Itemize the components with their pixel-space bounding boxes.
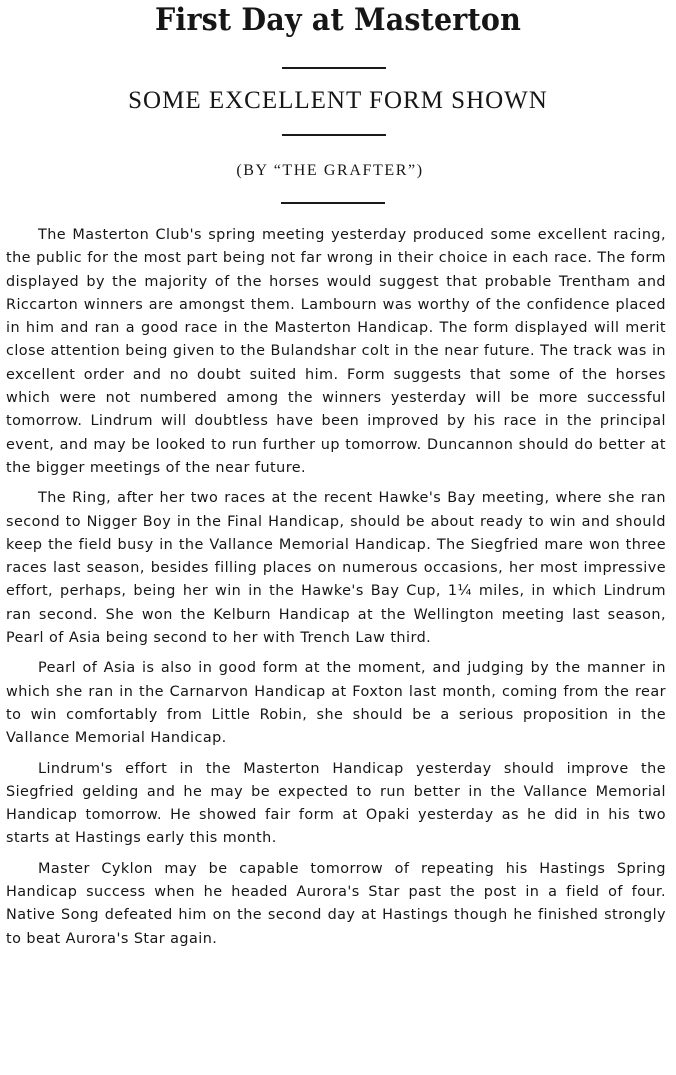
divider-rule	[282, 134, 386, 136]
article-subheadline: SOME EXCELLENT FORM SHOWN	[128, 87, 548, 114]
article-paragraph: Lindrum's effort in the Masterton Handicap yesterday should improve the Siegfried gelding and he may be expected to run better in the Vallance Memorial Handicap tomorrow. He showed fair form at Opaki yesterday as he did in his two starts at Hastings early this month.	[6, 760, 666, 847]
article-byline: (BY “THE GRAFTER”)	[236, 162, 424, 179]
article-paragraph: Pearl of Asia is also in good form at the moment, and judging by the manner in which she ran in the Carnarvon Handicap at Foxton last month, coming from the rear to win comfortably from Little Robin, she should be a serious proposition in the Vallance Memorial Handicap.	[6, 660, 666, 747]
article-paragraph: The Ring, after her two races at the recent Hawke's Bay meeting, where she ran second to Nigger Boy in the Final Handicap, should be about ready to win and should keep the field busy in the Vallance Memorial Handicap. The Siegfried mare won three races last season, besides filling places on numerous occasions, her most impressive effort, perhaps, being her win in the Hawke's Bay Cup, 1¼ miles, in which Lindrum ran second. She won the Kelburn Handicap at the Wellington meeting last season, Pearl of Asia being second to her with Trench Law third.	[6, 490, 666, 647]
article-headline: First Day at Masterton	[154, 2, 521, 38]
divider-rule	[281, 202, 385, 204]
article-paragraph: The Masterton Club's spring meeting yesterday produced some excellent racing, the public for the most part being not far wrong in their choice in each race. The form displayed by the majority of the horses would suggest that probable Trentham and Riccarton winners are amongst them. Lambourn was worthy of the confidence placed in him and ran a good race in the Masterton Handicap. The form displayed will merit close attention being given to the Bulandshar colt in the near future. The track was in excellent order and no doubt suited him. Form suggests that some of the horses which were not numbered among the winners yesterday will be more successful tomorrow. Lindrum will doubtless have been improved by his race in the principal event, and may be looked to run further up tomorrow. Duncannon should do better at the bigger meetings of the near future.	[6, 227, 666, 476]
article-paragraph: Master Cyklon may be capable tomorrow of repeating his Hastings Spring Handicap success when he headed Aurora's Star past the post in a field of four. Native Song defeated him on the second day at Hastings though he finished strongly to beat Aurora's Star again.	[6, 860, 666, 947]
divider-rule	[282, 67, 386, 69]
article-body	[6, 224, 666, 958]
